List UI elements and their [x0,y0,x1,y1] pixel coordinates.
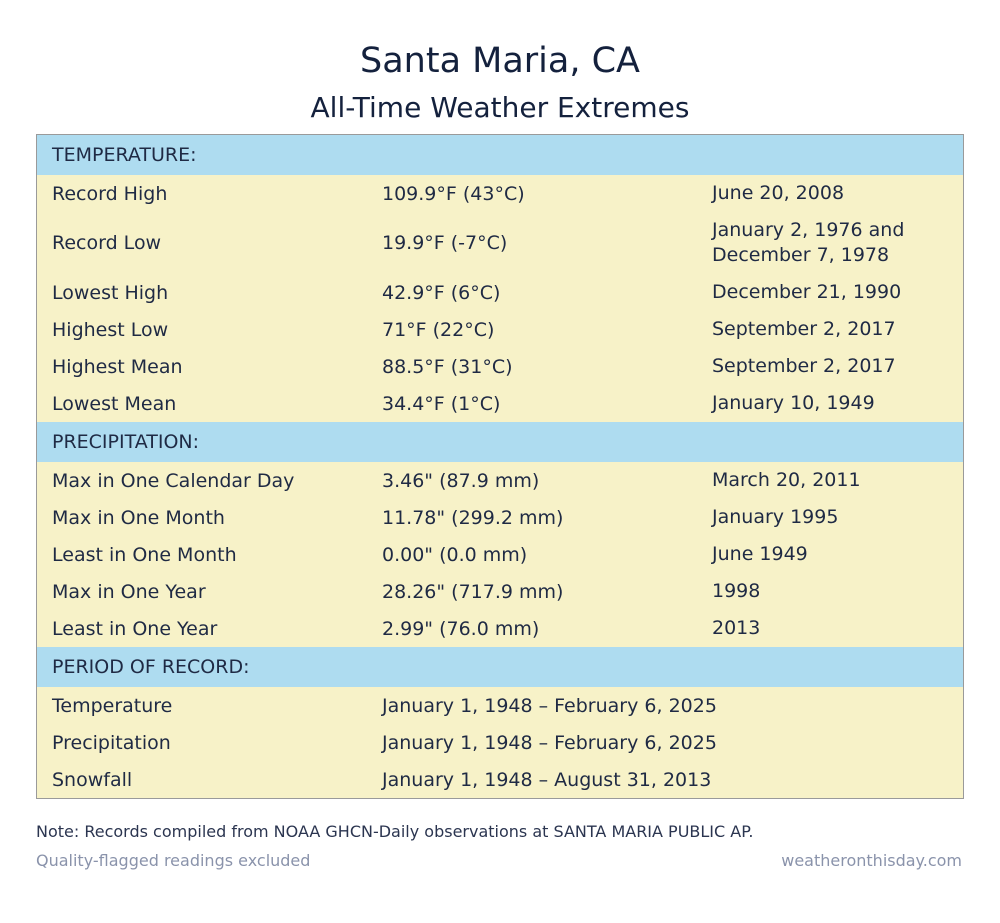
row-date: January 10, 1949 [712,392,875,414]
table-row [37,610,963,647]
table-row [37,311,963,348]
row-value: 11.78" (299.2 mm) [382,506,564,529]
row-value: 19.9°F (-7°C) [382,232,508,254]
table-row [37,212,963,274]
row-label: Record High [52,182,168,205]
quality-note: Quality-flagged readings excluded [36,851,311,870]
extremes-table [36,134,964,799]
table-row [37,687,963,724]
row-value: January 1, 1948 – February 6, 2025 [382,731,717,754]
row-value: 2.99" (76.0 mm) [382,617,540,640]
row-label: Snowfall [52,768,133,791]
row-date: January 2, 1976 and December 7, 1978 [712,219,905,266]
row-label: Least in One Year [52,617,218,640]
row-date: March 20, 2011 [712,469,861,491]
page-title: Santa Maria, CA [360,41,640,81]
row-label: Highest Mean [52,355,183,378]
row-date: 1998 [712,580,761,602]
row-date: June 1949 [712,543,808,565]
row-value: January 1, 1948 – February 6, 2025 [382,694,717,717]
table-row [37,462,963,499]
row-date: September 2, 2017 [712,318,896,340]
row-label: Least in One Month [52,543,237,566]
row-label: Max in One Month [52,506,225,529]
table-row [37,573,963,610]
table-row [37,761,963,798]
section-header-temperature: TEMPERATURE: [37,135,963,175]
row-value: 88.5°F (31°C) [382,355,513,378]
table-row [37,385,963,422]
footnote: Note: Records compiled from NOAA GHCN-Daily observations at SANTA MARIA PUBLIC AP. [36,822,754,841]
row-value: 28.26" (717.9 mm) [382,580,564,603]
row-label: Record Low [52,232,162,254]
row-value: January 1, 1948 – August 31, 2013 [382,768,712,791]
row-label: Lowest Mean [52,392,177,415]
row-label: Lowest High [52,281,169,304]
table-row [37,499,963,536]
table-row [37,348,963,385]
section-header-period-of-record: PERIOD OF RECORD: [37,647,963,687]
section-header-precipitation: PRECIPITATION: [37,422,963,462]
row-label: Temperature [52,694,173,717]
row-date: June 20, 2008 [712,182,845,204]
row-date: September 2, 2017 [712,355,896,377]
row-label: Highest Low [52,318,169,341]
row-value: 109.9°F (43°C) [382,182,525,205]
table-row [37,536,963,573]
row-label: Max in One Year [52,580,206,603]
table-row [37,724,963,761]
row-date: December 21, 1990 [712,281,902,303]
row-date: 2013 [712,617,761,639]
row-label: Precipitation [52,731,171,754]
row-value: 71°F (22°C) [382,318,495,341]
row-value: 3.46" (87.9 mm) [382,469,540,492]
table-row [37,175,963,212]
row-date: January 1995 [712,506,839,528]
source-credit: weatheronthisday.com [781,851,962,870]
row-value: 34.4°F (1°C) [382,392,501,415]
page-subtitle: All-Time Weather Extremes [310,91,690,124]
row-value: 42.9°F (6°C) [382,281,501,304]
row-value: 0.00" (0.0 mm) [382,543,528,566]
row-label: Max in One Calendar Day [52,469,295,492]
table-row [37,274,963,311]
